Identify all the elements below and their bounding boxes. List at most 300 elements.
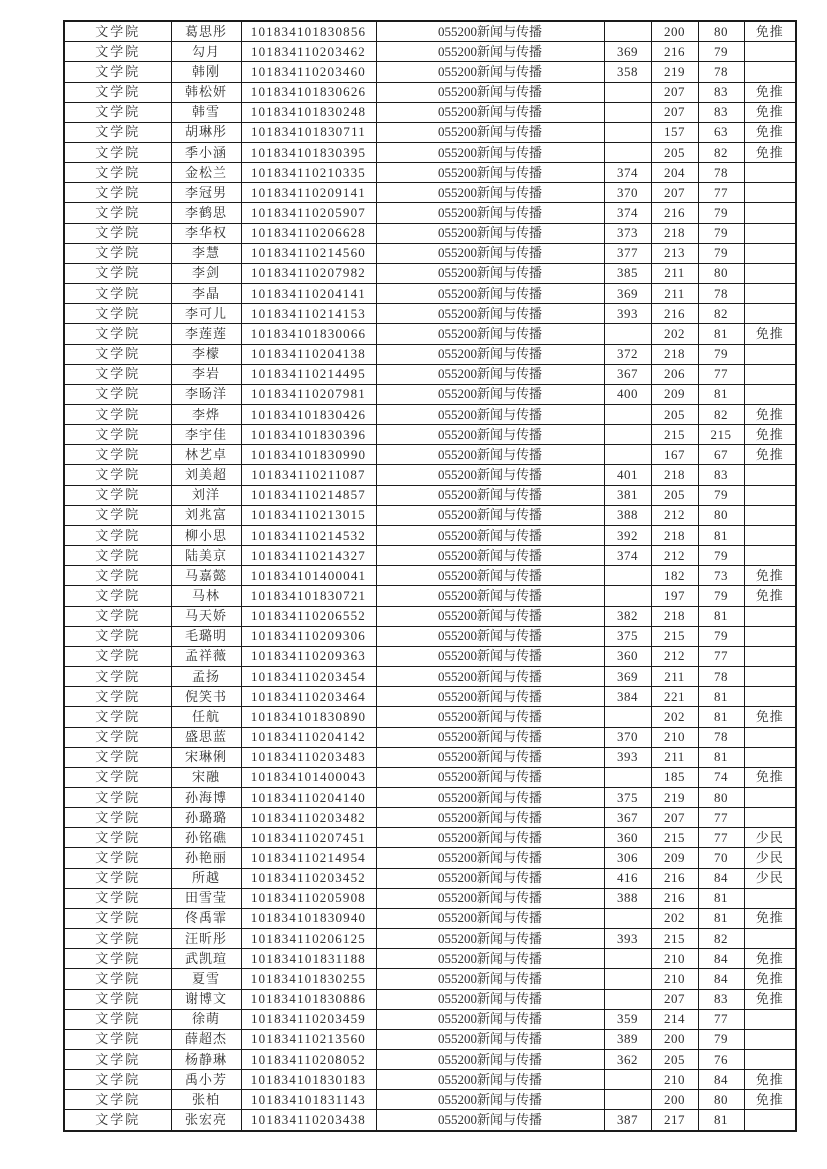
cell-remark [744,1110,796,1131]
cell-id: 101834110209363 [241,646,376,666]
cell-score2: 216 [651,868,698,888]
table-row [64,163,796,183]
cell-score3: 76 [698,1050,744,1070]
cell-name: 任航 [171,707,241,727]
cell-name: 柳小思 [171,525,241,545]
cell-remark [744,687,796,707]
cell-program: 055200新闻与传播 [376,263,604,283]
cell-id: 101834110214857 [241,485,376,505]
table-row [64,223,796,243]
cell-id: 101834110206125 [241,929,376,949]
table-row [64,1070,796,1090]
cell-college: 文学院 [64,1070,171,1090]
cell-program: 055200新闻与传播 [376,828,604,848]
cell-name: 勾月 [171,42,241,62]
cell-remark: 免推 [744,122,796,142]
cell-remark [744,485,796,505]
cell-program: 055200新闻与传播 [376,1009,604,1029]
cell-score2: 200 [651,1090,698,1110]
cell-college: 文学院 [64,525,171,545]
cell-program: 055200新闻与传播 [376,203,604,223]
table-row [64,21,796,42]
cell-id: 101834101830255 [241,969,376,989]
table-row [64,525,796,545]
cell-score3: 78 [698,163,744,183]
table-row [64,142,796,162]
cell-score2: 219 [651,62,698,82]
cell-program: 055200新闻与传播 [376,989,604,1009]
cell-score1: 362 [604,1050,651,1070]
cell-name: 所越 [171,868,241,888]
cell-score1 [604,142,651,162]
cell-name: 马林 [171,586,241,606]
table-row [64,767,796,787]
cell-name: 谢博文 [171,989,241,1009]
cell-id: 101834101830183 [241,1070,376,1090]
table-row [64,284,796,304]
cell-score2: 207 [651,183,698,203]
cell-college: 文学院 [64,364,171,384]
cell-program: 055200新闻与传播 [376,142,604,162]
cell-name: 孙海博 [171,787,241,807]
cell-name: 马天娇 [171,606,241,626]
cell-score1 [604,425,651,445]
cell-score2: 218 [651,344,698,364]
cell-score3: 215 [698,425,744,445]
cell-score2: 210 [651,969,698,989]
cell-college: 文学院 [64,868,171,888]
cell-program: 055200新闻与传播 [376,364,604,384]
cell-id: 101834101830395 [241,142,376,162]
cell-remark [744,546,796,566]
cell-name: 孟扬 [171,667,241,687]
cell-remark [744,304,796,324]
cell-college: 文学院 [64,808,171,828]
cell-score1: 387 [604,1110,651,1131]
cell-score2: 218 [651,465,698,485]
cell-score2: 207 [651,989,698,1009]
cell-program: 055200新闻与传播 [376,646,604,666]
cell-score2: 167 [651,445,698,465]
cell-remark [744,929,796,949]
cell-name: 李烨 [171,405,241,425]
cell-college: 文学院 [64,163,171,183]
cell-program: 055200新闻与传播 [376,747,604,767]
cell-score2: 211 [651,284,698,304]
cell-remark: 免推 [744,445,796,465]
table-row [64,243,796,263]
cell-score1: 369 [604,42,651,62]
cell-name: 孟祥薇 [171,646,241,666]
cell-program: 055200新闻与传播 [376,767,604,787]
cell-score1: 306 [604,848,651,868]
cell-score2: 218 [651,223,698,243]
table-row [64,263,796,283]
cell-program: 055200新闻与传播 [376,667,604,687]
cell-score1 [604,969,651,989]
cell-college: 文学院 [64,102,171,122]
cell-remark [744,223,796,243]
cell-college: 文学院 [64,21,171,42]
cell-score2: 197 [651,586,698,606]
cell-score2: 214 [651,1009,698,1029]
cell-id: 101834110203462 [241,42,376,62]
cell-score1: 416 [604,868,651,888]
table-row [64,42,796,62]
cell-name: 孙璐璐 [171,808,241,828]
cell-program: 055200新闻与传播 [376,284,604,304]
cell-score1: 389 [604,1029,651,1049]
cell-score3: 84 [698,868,744,888]
cell-program: 055200新闻与传播 [376,223,604,243]
cell-score2: 202 [651,324,698,344]
cell-score3: 80 [698,505,744,525]
table-row [64,808,796,828]
cell-program: 055200新闻与传播 [376,787,604,807]
cell-program: 055200新闻与传播 [376,465,604,485]
cell-score3: 81 [698,324,744,344]
cell-id: 101834110203464 [241,687,376,707]
cell-score1 [604,122,651,142]
cell-remark [744,263,796,283]
cell-name: 季小涵 [171,142,241,162]
cell-name: 刘美超 [171,465,241,485]
cell-name: 孙艳丽 [171,848,241,868]
cell-remark: 免推 [744,324,796,344]
cell-score1: 369 [604,284,651,304]
cell-id: 101834101830890 [241,707,376,727]
cell-score3: 79 [698,546,744,566]
cell-score2: 219 [651,787,698,807]
cell-name: 宋融 [171,767,241,787]
cell-score3: 81 [698,525,744,545]
cell-id: 101834110204138 [241,344,376,364]
cell-score1 [604,82,651,102]
table-row [64,929,796,949]
cell-program: 055200新闻与传播 [376,324,604,344]
cell-program: 055200新闻与传播 [376,929,604,949]
cell-score3: 78 [698,727,744,747]
cell-score2: 205 [651,405,698,425]
cell-college: 文学院 [64,1090,171,1110]
cell-id: 101834101830940 [241,908,376,928]
cell-college: 文学院 [64,707,171,727]
cell-score2: 206 [651,364,698,384]
cell-college: 文学院 [64,646,171,666]
cell-remark [744,667,796,687]
table-row [64,969,796,989]
cell-id: 101834101831143 [241,1090,376,1110]
cell-score3: 81 [698,687,744,707]
table-row [64,485,796,505]
table-row [64,546,796,566]
cell-id: 101834110207451 [241,828,376,848]
cell-score1: 392 [604,525,651,545]
cell-program: 055200新闻与传播 [376,163,604,183]
table-row [64,304,796,324]
cell-score1 [604,566,651,586]
cell-program: 055200新闻与传播 [376,1050,604,1070]
cell-score3: 81 [698,707,744,727]
cell-college: 文学院 [64,848,171,868]
cell-college: 文学院 [64,546,171,566]
cell-program: 055200新闻与传播 [376,626,604,646]
cell-score1: 359 [604,1009,651,1029]
cell-score2: 216 [651,888,698,908]
cell-score3: 73 [698,566,744,586]
table-row [64,1029,796,1049]
cell-remark [744,888,796,908]
cell-program: 055200新闻与传播 [376,1110,604,1131]
cell-score2: 210 [651,1070,698,1090]
cell-college: 文学院 [64,223,171,243]
cell-college: 文学院 [64,122,171,142]
table-row [64,122,796,142]
cell-score1 [604,908,651,928]
cell-id: 101834101830886 [241,989,376,1009]
cell-score1: 393 [604,929,651,949]
cell-name: 禹小芳 [171,1070,241,1090]
cell-score1: 360 [604,828,651,848]
table-row [64,908,796,928]
table-row [64,989,796,1009]
cell-college: 文学院 [64,445,171,465]
cell-id: 101834110203454 [241,667,376,687]
cell-score2: 215 [651,929,698,949]
table-row [64,828,796,848]
cell-college: 文学院 [64,82,171,102]
cell-id: 101834101830426 [241,405,376,425]
cell-college: 文学院 [64,586,171,606]
cell-name: 李鹤思 [171,203,241,223]
cell-id: 101834101400043 [241,767,376,787]
cell-remark [744,203,796,223]
cell-score3: 74 [698,767,744,787]
cell-score2: 207 [651,102,698,122]
cell-program: 055200新闻与传播 [376,183,604,203]
cell-id: 101834110204141 [241,284,376,304]
cell-remark [744,62,796,82]
cell-score2: 209 [651,384,698,404]
table-row [64,465,796,485]
cell-name: 李宇佳 [171,425,241,445]
cell-program: 055200新闻与传播 [376,344,604,364]
cell-program: 055200新闻与传播 [376,82,604,102]
cell-id: 101834110205907 [241,203,376,223]
cell-score2: 185 [651,767,698,787]
cell-id: 101834101400041 [241,566,376,586]
cell-college: 文学院 [64,284,171,304]
cell-score3: 81 [698,1110,744,1131]
cell-id: 101834101830626 [241,82,376,102]
cell-id: 101834110204140 [241,787,376,807]
cell-score3: 79 [698,485,744,505]
cell-college: 文学院 [64,485,171,505]
cell-college: 文学院 [64,1009,171,1029]
cell-score1 [604,767,651,787]
cell-id: 101834110207982 [241,263,376,283]
cell-id: 101834110203460 [241,62,376,82]
cell-program: 055200新闻与传播 [376,243,604,263]
cell-remark [744,747,796,767]
cell-name: 夏雪 [171,969,241,989]
cell-score2: 216 [651,304,698,324]
cell-college: 文学院 [64,626,171,646]
cell-score3: 79 [698,586,744,606]
cell-score2: 212 [651,646,698,666]
cell-name: 李华权 [171,223,241,243]
cell-score3: 77 [698,646,744,666]
cell-score3: 81 [698,908,744,928]
cell-score3: 81 [698,888,744,908]
cell-college: 文学院 [64,949,171,969]
cell-remark [744,787,796,807]
cell-score2: 210 [651,727,698,747]
cell-id: 101834110214560 [241,243,376,263]
cell-name: 李剑 [171,263,241,283]
cell-score2: 216 [651,42,698,62]
table-row [64,646,796,666]
cell-score3: 83 [698,82,744,102]
cell-program: 055200新闻与传播 [376,1029,604,1049]
cell-name: 徐萌 [171,1009,241,1029]
cell-score1 [604,949,651,969]
cell-remark [744,646,796,666]
cell-score1: 370 [604,727,651,747]
cell-college: 文学院 [64,405,171,425]
cell-program: 055200新闻与传播 [376,102,604,122]
table-row [64,586,796,606]
cell-remark: 免推 [744,908,796,928]
cell-score2: 200 [651,1029,698,1049]
cell-score3: 77 [698,828,744,848]
cell-college: 文学院 [64,183,171,203]
table-row [64,868,796,888]
cell-id: 101834101830396 [241,425,376,445]
table-row [64,727,796,747]
cell-college: 文学院 [64,1110,171,1131]
cell-remark [744,505,796,525]
cell-score3: 79 [698,42,744,62]
cell-score2: 210 [651,949,698,969]
cell-college: 文学院 [64,566,171,586]
cell-remark [744,364,796,384]
cell-score3: 80 [698,21,744,42]
table-body [64,21,796,1131]
cell-program: 055200新闻与传播 [376,1070,604,1090]
cell-remark [744,465,796,485]
cell-name: 林艺卓 [171,445,241,465]
cell-score3: 79 [698,344,744,364]
cell-college: 文学院 [64,828,171,848]
cell-college: 文学院 [64,747,171,767]
cell-name: 杨静琳 [171,1050,241,1070]
cell-score2: 207 [651,808,698,828]
table-row [64,384,796,404]
cell-id: 101834110203438 [241,1110,376,1131]
table-row [64,787,796,807]
cell-score2: 207 [651,82,698,102]
cell-score3: 81 [698,384,744,404]
cell-score1: 367 [604,808,651,828]
cell-score2: 218 [651,606,698,626]
cell-college: 文学院 [64,425,171,445]
table-row [64,566,796,586]
cell-score2: 200 [651,21,698,42]
cell-score2: 211 [651,667,698,687]
cell-score1: 360 [604,646,651,666]
cell-name: 李慧 [171,243,241,263]
cell-score2: 211 [651,747,698,767]
cell-college: 文学院 [64,667,171,687]
cell-name: 李冠男 [171,183,241,203]
cell-college: 文学院 [64,767,171,787]
cell-program: 055200新闻与传播 [376,485,604,505]
cell-score1 [604,102,651,122]
cell-score3: 82 [698,142,744,162]
cell-id: 101834101830711 [241,122,376,142]
cell-name: 韩雪 [171,102,241,122]
cell-id: 101834110214495 [241,364,376,384]
cell-remark: 免推 [744,102,796,122]
cell-score1: 375 [604,626,651,646]
cell-remark [744,1009,796,1029]
cell-score1 [604,405,651,425]
cell-program: 055200新闻与传播 [376,1090,604,1110]
cell-score3: 81 [698,747,744,767]
cell-score3: 79 [698,223,744,243]
cell-score3: 80 [698,787,744,807]
table-row [64,62,796,82]
cell-name: 汪昕彤 [171,929,241,949]
cell-score1: 375 [604,787,651,807]
table-row [64,1050,796,1070]
table-row [64,888,796,908]
cell-id: 101834110203482 [241,808,376,828]
cell-name: 李可儿 [171,304,241,324]
cell-college: 文学院 [64,344,171,364]
cell-id: 101834110214327 [241,546,376,566]
cell-college: 文学院 [64,203,171,223]
cell-remark [744,42,796,62]
cell-score1: 367 [604,364,651,384]
cell-score1: 400 [604,384,651,404]
cell-score1: 381 [604,485,651,505]
cell-score3: 82 [698,929,744,949]
cell-remark: 免推 [744,767,796,787]
table-row [64,667,796,687]
cell-score2: 204 [651,163,698,183]
cell-score2: 212 [651,505,698,525]
cell-score1: 374 [604,203,651,223]
cell-id: 101834110213560 [241,1029,376,1049]
cell-score3: 78 [698,667,744,687]
cell-score1: 393 [604,747,651,767]
cell-id: 101834110206552 [241,606,376,626]
cell-score1: 388 [604,505,651,525]
cell-college: 文学院 [64,989,171,1009]
cell-score2: 202 [651,908,698,928]
cell-score3: 79 [698,626,744,646]
cell-name: 李岩 [171,364,241,384]
cell-college: 文学院 [64,243,171,263]
cell-score2: 205 [651,485,698,505]
cell-program: 055200新闻与传播 [376,606,604,626]
cell-score1 [604,21,651,42]
cell-remark: 免推 [744,1090,796,1110]
cell-remark [744,163,796,183]
cell-remark: 少民 [744,868,796,888]
